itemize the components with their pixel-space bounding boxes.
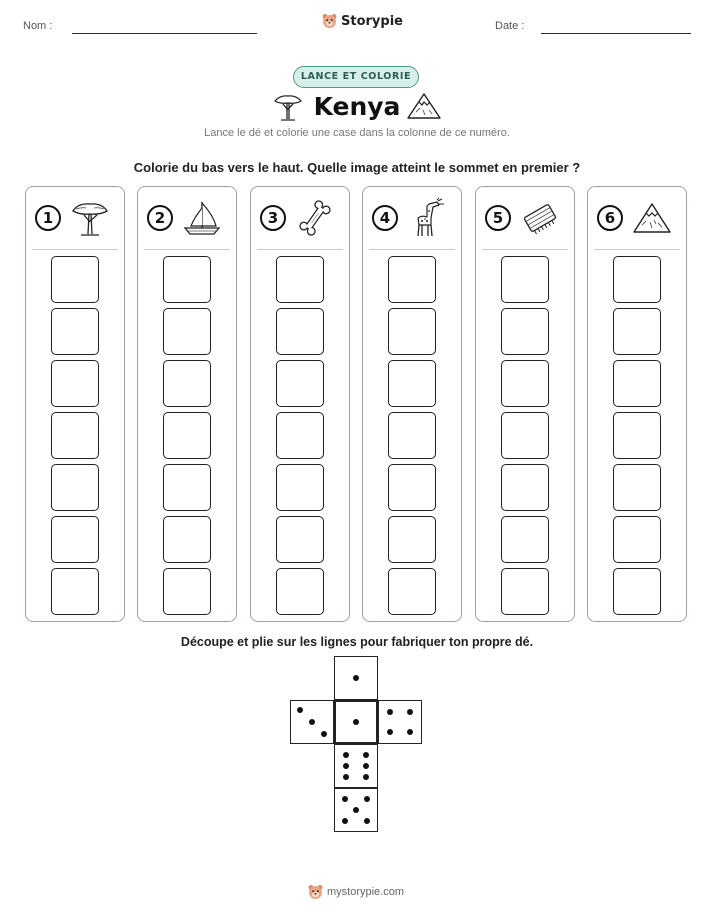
- die-pip: [353, 807, 359, 813]
- die-pip: [387, 729, 393, 735]
- footer: [308, 884, 404, 900]
- color-cell[interactable]: [388, 308, 436, 355]
- color-cell[interactable]: [163, 360, 211, 407]
- column-divider: [144, 249, 230, 250]
- color-cell[interactable]: [388, 516, 436, 563]
- giraffe-icon: [407, 198, 447, 238]
- color-cell[interactable]: [501, 412, 549, 459]
- page-subtitle: Lance le dé et colorie une case dans la colonne de ce numéro.: [204, 127, 510, 139]
- color-cell[interactable]: [388, 360, 436, 407]
- color-cell[interactable]: [51, 464, 99, 511]
- bone-icon: [295, 198, 335, 238]
- column-number: 3: [260, 205, 286, 231]
- die-face-5: [334, 788, 378, 832]
- color-cell[interactable]: [388, 412, 436, 459]
- color-cell[interactable]: [51, 256, 99, 303]
- page-title: Kenya: [313, 92, 401, 121]
- color-cell[interactable]: [613, 308, 661, 355]
- brand-name: Storypie: [341, 13, 403, 29]
- activity-badge: LANCE ET COLORIE: [293, 66, 419, 88]
- color-cell[interactable]: [276, 568, 324, 615]
- die-pip: [364, 818, 370, 824]
- acacia-tree-icon: [70, 198, 110, 238]
- coloring-instruction: Colorie du bas vers le haut. Quelle image atteint le sommet en premier ?: [133, 160, 581, 175]
- die-pip: [407, 709, 413, 715]
- die-pip: [343, 774, 349, 780]
- die-face-3: [290, 700, 334, 744]
- color-cell[interactable]: [613, 360, 661, 407]
- dice-column-2: [137, 186, 237, 622]
- die-pip: [353, 719, 359, 725]
- dice-column-1: [25, 186, 125, 622]
- die-pip: [363, 774, 369, 780]
- die-pip: [297, 707, 303, 713]
- dice-column-4: [362, 186, 462, 622]
- date-label: Date :: [495, 20, 525, 32]
- column-divider: [482, 249, 568, 250]
- die-pip: [342, 818, 348, 824]
- footer-site-link[interactable]: mystorypie.com: [327, 886, 405, 898]
- color-cell[interactable]: [501, 308, 549, 355]
- color-cell[interactable]: [501, 360, 549, 407]
- color-cell[interactable]: [501, 464, 549, 511]
- color-cell[interactable]: [163, 516, 211, 563]
- color-cell[interactable]: [276, 516, 324, 563]
- color-cell[interactable]: [501, 568, 549, 615]
- color-cell[interactable]: [51, 308, 99, 355]
- color-cell[interactable]: [51, 568, 99, 615]
- color-cell[interactable]: [501, 516, 549, 563]
- storypie-bear-icon: [308, 884, 323, 900]
- color-cell[interactable]: [163, 412, 211, 459]
- die-pip: [364, 796, 370, 802]
- die-pip: [363, 763, 369, 769]
- dice-column-3: [250, 186, 350, 622]
- brand-logo: [322, 13, 403, 29]
- color-cell[interactable]: [613, 516, 661, 563]
- name-line: [72, 33, 257, 34]
- die-pip: [321, 731, 327, 737]
- color-cell[interactable]: [276, 412, 324, 459]
- color-cell[interactable]: [613, 256, 661, 303]
- dhow-boat-icon: [182, 198, 222, 238]
- color-cell[interactable]: [276, 464, 324, 511]
- column-number: 2: [147, 205, 173, 231]
- die-pip: [343, 763, 349, 769]
- color-cell[interactable]: [388, 256, 436, 303]
- die-face-6: [334, 744, 378, 788]
- dice-column-5: [475, 186, 575, 622]
- die-pip: [309, 719, 315, 725]
- date-line: [541, 33, 691, 34]
- mountain-icon: [632, 198, 672, 238]
- color-cell[interactable]: [501, 256, 549, 303]
- die-pip: [363, 752, 369, 758]
- column-divider: [369, 249, 455, 250]
- kikoi-blanket-icon: [520, 198, 560, 238]
- color-cell[interactable]: [163, 308, 211, 355]
- die-pip: [343, 752, 349, 758]
- color-cell[interactable]: [51, 412, 99, 459]
- die-pip: [342, 796, 348, 802]
- color-cell[interactable]: [613, 568, 661, 615]
- color-cell[interactable]: [388, 464, 436, 511]
- color-cell[interactable]: [163, 256, 211, 303]
- color-cell[interactable]: [163, 568, 211, 615]
- die-pip: [353, 675, 359, 681]
- die-face-1: [334, 656, 378, 700]
- color-cell[interactable]: [163, 464, 211, 511]
- color-cell[interactable]: [613, 412, 661, 459]
- storypie-bear-icon: [322, 13, 337, 29]
- column-number: 1: [35, 205, 61, 231]
- die-face-1-center: [334, 700, 378, 744]
- cut-instruction: Découpe et plie sur les lignes pour fabriquer ton propre dé.: [180, 635, 534, 649]
- color-cell[interactable]: [51, 516, 99, 563]
- name-label: Nom :: [23, 20, 53, 32]
- die-pip: [387, 709, 393, 715]
- column-divider: [32, 249, 118, 250]
- color-cell[interactable]: [51, 360, 99, 407]
- column-number: 4: [372, 205, 398, 231]
- column-number: 5: [485, 205, 511, 231]
- dice-column-6: [587, 186, 687, 622]
- column-number: 6: [597, 205, 623, 231]
- color-cell[interactable]: [276, 308, 324, 355]
- color-cell[interactable]: [388, 568, 436, 615]
- die-pip: [407, 729, 413, 735]
- die-face-4: [378, 700, 422, 744]
- column-divider: [257, 249, 343, 250]
- mountain-icon: [405, 90, 443, 122]
- color-cell[interactable]: [276, 360, 324, 407]
- color-cell[interactable]: [613, 464, 661, 511]
- column-divider: [594, 249, 680, 250]
- color-cell[interactable]: [276, 256, 324, 303]
